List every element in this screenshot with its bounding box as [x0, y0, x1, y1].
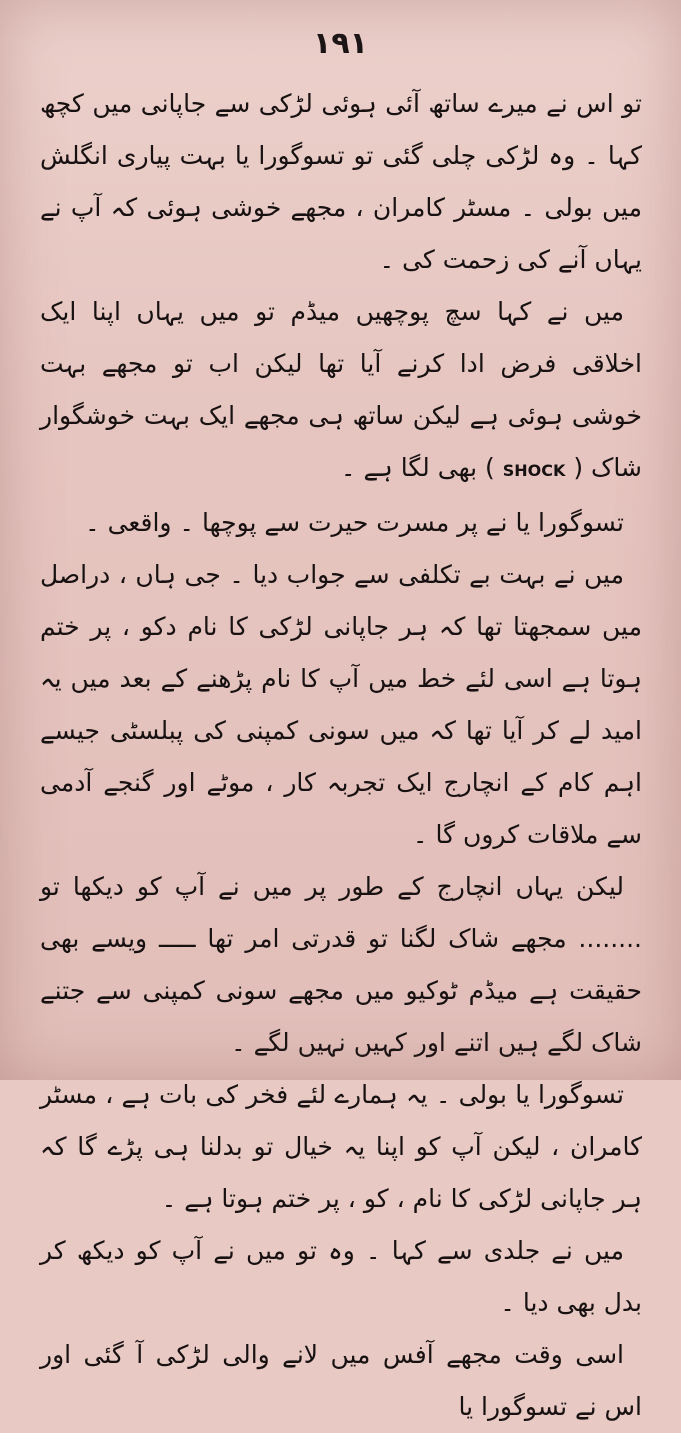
page-body-text — [40, 78, 642, 1433]
paragraph-7: میں نے جلدی سے کہا ۔ وہ تو میں نے آپ کو دیکھ کر بدل بھی دیا ۔ — [40, 1236, 642, 1317]
paragraph-5: لیکن یہاں انچارج کے طور پر میں نے آپ کو دیکھا تو ........ مجھے شاک لگنا تو قدرتی امر تھا ـــــ ویسے بھی حقیقت ہے میڈم ٹوکیو میں مجھے سونی کمپنی سے جتنے شاک لگے ہیں اتنے اور کہیں نہیں لگے ۔ — [40, 872, 642, 1057]
shock-english-word: SHOCK — [502, 461, 566, 480]
paragraph-8: اسی وقت مجھے آفس میں لانے والی لڑکی آ گئی اور اس نے تسوگورا یا — [40, 1340, 642, 1421]
paragraph-2: میں نے کہا سچ پوچھیں میڈم تو میں یہاں اپنا ایک اخلاقی فرض ادا کرنے آیا تھا لیکن اب تو مجھے بہت خوشی ہوئی ہے لیکن ساتھ ہی مجھے ایک بہت خوشگوار شاک ( SHOCK ) بھی لگا ہے ۔ — [40, 297, 642, 482]
paragraph-2-tail: بھی لگا ہے ۔ — [340, 453, 478, 482]
paragraph-2-text: میں نے کہا سچ پوچھیں میڈم تو میں یہاں اپنا ایک اخلاقی فرض ادا کرنے آیا تھا لیکن اب تو مجھے بہت خوشی ہوئی ہے لیکن ساتھ ہی مجھے ایک بہت خوشگوار شاک — [40, 297, 642, 482]
paragraph-6: تسوگورا یا بولی ۔ یہ ہمارے لئے فخر کی بات ہے ، مسٹر کامران ، لیکن آپ کو اپنا یہ خیال تو بدلنا ہی پڑے گا کہ ہر جاپانی لڑکی کا نام ، کو ، پر ختم ہوتا ہے ۔ — [40, 1080, 642, 1213]
page-number: ۱۹۱ — [313, 26, 368, 61]
paragraph-3: تسوگورا یا نے پر مسرت حیرت سے پوچھا ۔ واقعی ۔ — [85, 508, 624, 537]
paragraph-4: میں نے بہت بے تکلفی سے جواب دیا ۔ جی ہاں ، دراصل میں سمجھتا تھا کہ ہر جاپانی لڑکی کا نام دکو ، پر ختم ہوتا ہے اسی لئے خط میں آپ کا نام پڑھنے کے بعد میں یہ امید لے کر آیا تھا کہ میں سونی کمپنی کی پبلسٹی جیسے اہم کام کے انچارج ایک تجربہ کار ، موٹے اور گنجے آدمی سے ملاقات کروں گا ۔ — [40, 560, 642, 849]
paragraph-1: تو اس نے میرے ساتھ آئی ہوئی لڑکی سے جاپانی میں کچھ کہا ۔ وہ لڑکی چلی گئی تو تسوگورا یا بہت پیاری انگلش میں بولی ۔ مسٹر کامران ، مجھے خوشی ہوئی کہ آپ نے یہاں آنے کی زحمت کی ۔ — [40, 89, 642, 274]
